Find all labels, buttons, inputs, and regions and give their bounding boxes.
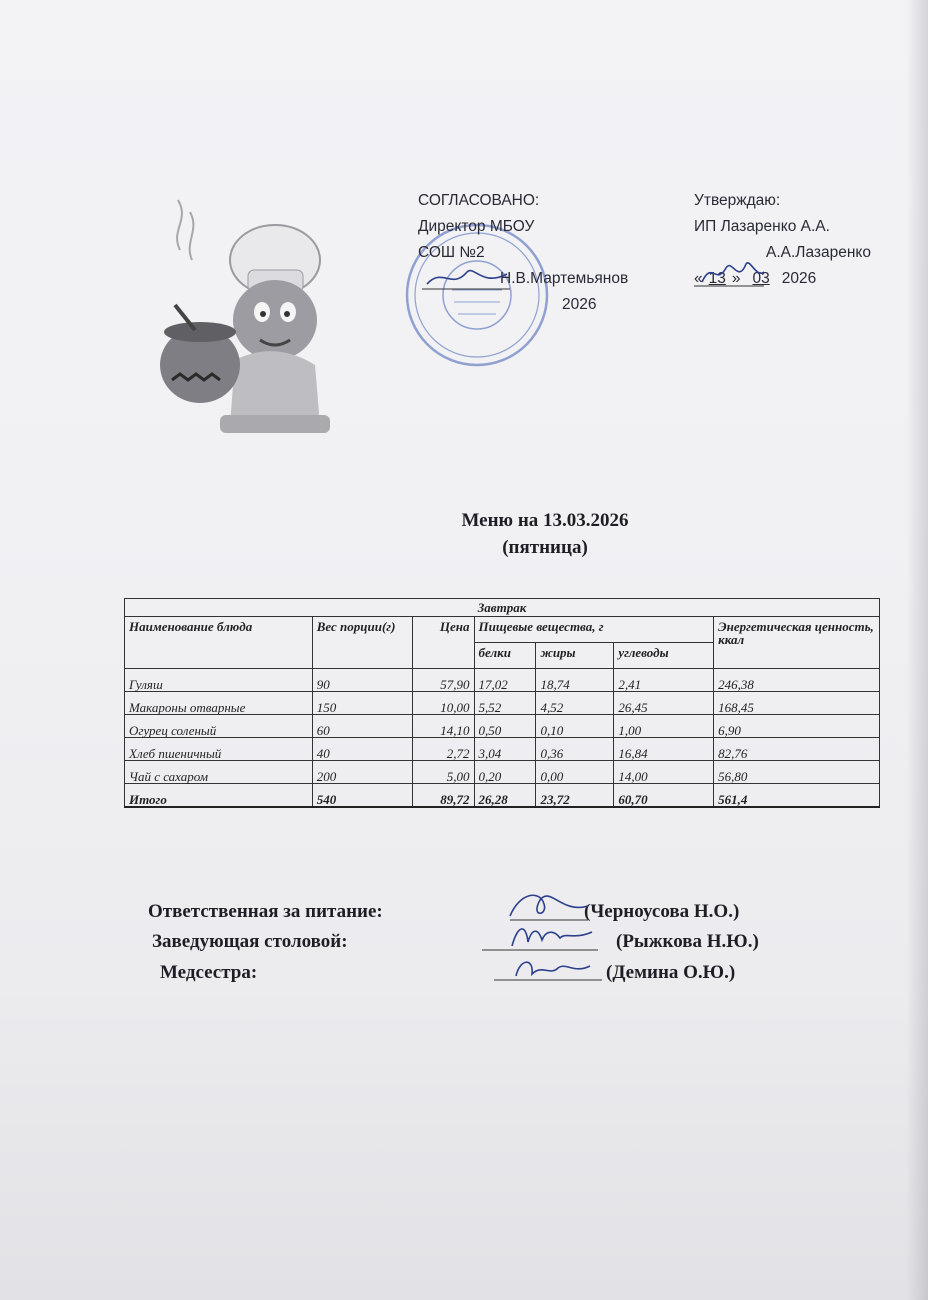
chef-illustration (150, 190, 340, 440)
cell-protein: 0,20 (474, 761, 536, 784)
cell-weight: 60 (312, 715, 412, 738)
date-open-quote: « (694, 270, 703, 287)
cell-dish: Хлеб пшеничный (125, 738, 313, 761)
approval-left-year: 2026 (562, 296, 597, 313)
signature-role-canteen: Заведующая столовой: (152, 931, 348, 952)
approval-agreed-block (418, 188, 628, 318)
menu-table (124, 598, 880, 808)
director-signature-icon (422, 262, 512, 292)
nurse-signature-icon (494, 950, 604, 984)
total-carbs: 60,70 (614, 784, 714, 808)
table-row (125, 692, 880, 715)
cell-price: 5,00 (412, 761, 474, 784)
cell-energy: 168,45 (714, 692, 880, 715)
cell-energy: 56,80 (714, 761, 880, 784)
date-month: 03 (752, 270, 770, 287)
header-portion-weight: Вес порции(г) (312, 617, 412, 669)
approval-school-name: СОШ №2 (418, 244, 485, 261)
table-row (125, 669, 880, 692)
total-fat: 23,72 (536, 784, 614, 808)
cell-fat: 18,74 (536, 669, 614, 692)
table-row (125, 761, 880, 784)
cell-carbs: 26,45 (614, 692, 714, 715)
cell-protein: 5,52 (474, 692, 536, 715)
header-price: Цена (412, 617, 474, 669)
date-year: 2026 (781, 270, 817, 287)
cell-carbs: 2,41 (614, 669, 714, 692)
total-price: 89,72 (412, 784, 474, 808)
cell-weight: 40 (312, 738, 412, 761)
cell-fat: 4,52 (536, 692, 614, 715)
approval-entrepreneur: ИП Лазаренко А.А. (694, 218, 830, 235)
cell-price: 14,10 (412, 715, 474, 738)
cell-dish: Макароны отварные (125, 692, 313, 715)
cell-weight: 200 (312, 761, 412, 784)
cell-carbs: 16,84 (614, 738, 714, 761)
cell-carbs: 1,00 (614, 715, 714, 738)
cell-weight: 90 (312, 669, 412, 692)
cell-dish: Гуляш (125, 669, 313, 692)
cell-energy: 82,76 (714, 738, 880, 761)
cell-price: 57,90 (412, 669, 474, 692)
menu-title: Меню на 13.03.2026 (461, 510, 629, 531)
date-close-quote: » (731, 270, 741, 287)
cell-energy: 6,90 (714, 715, 880, 738)
header-energy: Энергетическая ценность, ккал (714, 617, 880, 669)
paper-edge-shadow (906, 0, 928, 1300)
header-protein: белки (474, 643, 536, 669)
cell-fat: 0,10 (536, 715, 614, 738)
header-fat: жиры (536, 643, 614, 669)
approval-entrepreneur-name: А.А.Лазаренко (766, 244, 872, 261)
cell-price: 2,72 (412, 738, 474, 761)
cell-energy: 246,38 (714, 669, 880, 692)
table-row (125, 715, 880, 738)
canteen-signature-icon (482, 918, 600, 954)
cell-protein: 0,50 (474, 715, 536, 738)
total-energy: 561,4 (714, 784, 880, 808)
cell-dish: Чай с сахаром (125, 761, 313, 784)
signature-role-nurse: Медсестра: (160, 962, 258, 983)
total-weight: 540 (312, 784, 412, 808)
date-day: 13 (708, 270, 726, 287)
header-nutrients: Пищевые вещества, г (474, 617, 714, 643)
cell-price: 10,00 (412, 692, 474, 715)
cell-dish: Огурец соленый (125, 715, 313, 738)
total-label: Итого (125, 784, 313, 808)
cell-fat: 0,00 (536, 761, 614, 784)
menu-weekday: (пятница) (502, 537, 588, 558)
cell-carbs: 14,00 (614, 761, 714, 784)
header-dish-name: Наименование блюда (125, 617, 313, 669)
signature-person-nutrition: (Черноусова Н.О.) (584, 901, 740, 922)
total-protein: 26,28 (474, 784, 536, 808)
signature-person-canteen: (Рыжкова Н.Ю.) (616, 931, 759, 952)
cell-fat: 0,36 (536, 738, 614, 761)
approval-director-position: Директор МБОУ (418, 218, 535, 235)
signature-role-nutrition: Ответственная за питание: (148, 901, 383, 922)
meal-caption: Завтрак (125, 599, 880, 617)
signature-person-nurse: (Демина О.Ю.) (606, 962, 736, 983)
approver-signature-icon (694, 256, 766, 290)
approval-director-name: Н.В.Мартемьянов (500, 270, 629, 287)
header-carbs: углеводы (614, 643, 714, 669)
cell-protein: 3,04 (474, 738, 536, 761)
approval-agreed-heading: СОГЛАСОВАНО: (418, 192, 540, 209)
cell-protein: 17,02 (474, 669, 536, 692)
approval-approve-heading: Утверждаю: (694, 192, 781, 209)
table-total-row (125, 784, 880, 808)
table-row (125, 738, 880, 761)
cell-weight: 150 (312, 692, 412, 715)
